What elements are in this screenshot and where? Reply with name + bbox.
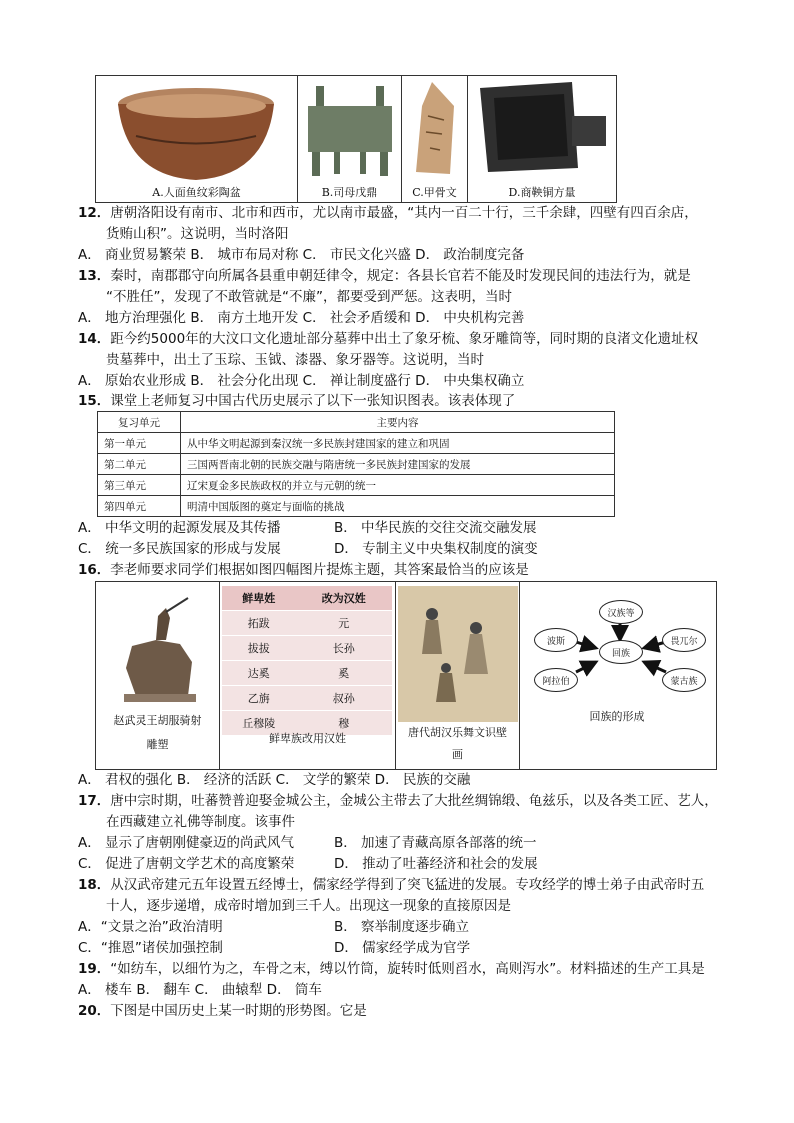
q15-option-c: C． 统一多民族国家的形成与发展 [78, 541, 281, 557]
review-units-table [97, 411, 615, 517]
q15-option-a: A． 中华文明的起源发展及其传播 [78, 520, 281, 536]
table-cell: 从中华文明起源到秦汉统一多民族封建国家的建立和巩固 [181, 433, 615, 454]
artifact-caption-b: B.司母戊鼎 [321, 186, 378, 199]
table-cell: 第三单元 [98, 475, 181, 496]
tang-mural-image [396, 584, 520, 724]
q16-options: A． 君权的强化 B． 经济的活跃 C． 文学的繁荣 D． 民族的交融 [78, 772, 471, 788]
surname-row [222, 661, 392, 686]
artifact-image-strip [95, 75, 617, 203]
table-row [98, 475, 615, 496]
table-header: 复习单元 [98, 412, 181, 433]
q17-option-b: B． 加速了青藏高原各部落的统一 [334, 835, 537, 851]
q13-number: 13． [78, 268, 111, 284]
q13-line1 [78, 266, 691, 286]
table-cell: 辽宋夏金多民族政权的并立与元朝的统一 [181, 475, 615, 496]
q18-line1 [78, 875, 704, 895]
q16-line1 [78, 560, 529, 580]
q18-text1: 从汉武帝建元五年设置五经博士，儒家经学得到了突飞猛进的发展。专攻经学的博士弟子由武帝时五 [110, 877, 705, 893]
q20-number: 20． [78, 1003, 111, 1019]
q12-line2: 货贿山积”。这说明，当时洛阳 [106, 226, 289, 242]
table-row [98, 433, 615, 454]
artifact-oracle-bone [402, 76, 468, 202]
artifact-caption-d: D.商鞅铜方量 [508, 186, 576, 199]
table-cell: 第二单元 [98, 454, 181, 475]
q12-text1: 唐朝洛阳设有南市、北市和西市，尤以南市最盛，“其内一百二十行，三千余肆，四壁有四百余店， [110, 205, 698, 221]
q15-line1 [78, 391, 515, 411]
q17-number: 17． [78, 793, 111, 809]
node-uighur: 畏兀尔 [662, 628, 706, 652]
q19-options: A． 楼车 B． 翻车 C． 曲辕犁 D． 筒车 [78, 982, 322, 998]
q18-number: 18． [78, 877, 111, 893]
tang-mural-panel [396, 582, 520, 769]
q16-picture-strip [95, 581, 717, 770]
pottery-basin-image [96, 76, 298, 184]
node-hui: 回族 [599, 640, 643, 664]
q12-number: 12． [78, 205, 111, 221]
table-row [98, 496, 615, 517]
hui-formation-panel [520, 582, 714, 769]
table-header-row [98, 412, 615, 433]
table-cell: 第一单元 [98, 433, 181, 454]
surname-header-row [222, 586, 392, 611]
table-cell: 明清中国版图的奠定与面临的挑战 [181, 496, 615, 517]
surname-row [222, 636, 392, 661]
q17-line1 [78, 791, 718, 811]
q18-option-b: B． 察举制度逐步确立 [334, 919, 470, 935]
mural-caption-line1: 唐代胡汉乐舞文识壁 [408, 726, 507, 739]
q13-line2: “不胜任”，发现了不敢管就是“不廉”，都要受到严惩。这表明，当时 [106, 289, 512, 305]
surname-cell: 拓跋 [222, 611, 295, 636]
q18-option-d: D． 儒家经学成为官学 [334, 940, 471, 956]
q20-line1 [78, 1001, 367, 1021]
surname-header: 改为汉姓 [295, 586, 392, 611]
q15-text1: 课堂上老师复习中国古代历史展示了以下一张知识图表。该表体现了 [110, 393, 516, 409]
surname-row [222, 686, 392, 711]
q17-option-a: A． 显示了唐朝刚健豪迈的尚武风气 [78, 835, 295, 851]
q13-text1: 秦时，南郡郡守向所属各县重申朝廷律令，规定：各县长官若不能及时发现民间的违法行为，就是 [110, 268, 691, 284]
node-mongol: 蒙古族 [662, 668, 706, 692]
table-header: 主要内容 [181, 412, 615, 433]
bronze-ding-image [298, 76, 402, 184]
node-han: 汉族等 [599, 600, 643, 624]
surname-cell: 拔拔 [222, 636, 295, 661]
q14-line2: 贵墓葬中，出土了玉琮、玉钺、漆器、象牙器等。这说明，当时 [106, 352, 484, 368]
surname-caption: 鲜卑族改用汉姓 [269, 732, 346, 745]
artifact-caption-c: C.甲骨文 [412, 186, 457, 199]
q14-options: A． 原始农业形成 B． 社会分化出现 C． 禅让制度盛行 D． 中央集权确立 [78, 373, 525, 389]
surname-cell: 元 [295, 611, 392, 636]
q14-number: 14． [78, 331, 111, 347]
horse-rider-sculpture-image [96, 588, 220, 708]
surname-table-box [222, 586, 392, 736]
q16-number: 16． [78, 562, 111, 578]
surname-table [222, 586, 392, 736]
q18-option-a: A．“文景之治”政治清明 [78, 919, 223, 935]
surname-cell: 达奚 [222, 661, 295, 686]
q19-line1 [78, 959, 705, 979]
surname-cell: 奚 [295, 661, 392, 686]
artifact-bronze-ding [298, 76, 402, 202]
artifact-caption-a: A.人面鱼纹彩陶盆 [152, 186, 241, 199]
q15-option-d: D． 专制主义中央集权制度的演变 [334, 541, 538, 557]
q14-text1: 距今约5000年的大汶口文化遗址部分墓葬中出土了象牙梳、象牙雕筒等，同时期的良渚文化遗址权 [110, 331, 699, 347]
q19-text1: “如纺车，以细竹为之，车骨之末，缚以竹筒，旋转时低则舀水，高则泻水”。材料描述的生产工具是 [110, 961, 705, 977]
q15-option-b: B． 中华民族的交往交流交融发展 [334, 520, 537, 536]
q20-text1: 下图是中国历史上某一时期的形势图。它是 [110, 1003, 367, 1019]
sculpture-caption-line2: 雕塑 [146, 738, 169, 751]
surname-cell: 乙旃 [222, 686, 295, 711]
q17-text1: 唐中宗时期，吐蕃赞普迎娶金城公主，金城公主带去了大批丝绸锦缎、龟兹乐，以及各类工匠、艺人， [110, 793, 718, 809]
hufu-qishe-sculpture [96, 582, 220, 769]
q13-options: A． 地方治理强化 B． 南方土地开发 C． 社会矛盾缓和 D． 中央机构完善 [78, 310, 525, 326]
oracle-bone-image [402, 76, 468, 184]
artifact-pottery-basin [96, 76, 298, 202]
table-cell: 第四单元 [98, 496, 181, 517]
xianbei-surname-panel [220, 582, 396, 769]
node-persia: 波斯 [534, 628, 578, 652]
q12-line1 [78, 203, 698, 223]
mural-caption-line2: 画 [452, 748, 463, 761]
q16-text1: 李老师要求同学们根据如图四幅图片提炼主题，其答案最恰当的应该是 [110, 562, 529, 578]
surname-header: 鲜卑姓 [222, 586, 295, 611]
table-row [98, 454, 615, 475]
q17-option-d: D． 推动了吐蕃经济和社会的发展 [334, 856, 538, 872]
surname-cell: 穆 [295, 711, 392, 736]
q15-number: 15． [78, 393, 111, 409]
surname-cell: 长孙 [295, 636, 392, 661]
q18-option-c: C．“推恩”诸侯加强控制 [78, 940, 223, 956]
node-arab: 阿拉伯 [534, 668, 578, 692]
q12-options: A． 商业贸易繁荣 B． 城市布局对称 C． 市民文化兴盛 D． 政治制度完备 [78, 247, 525, 263]
hui-caption: 回族的形成 [589, 710, 645, 723]
artifact-bronze-measure [468, 76, 616, 202]
bronze-measure-image [468, 76, 616, 184]
q14-line1 [78, 329, 698, 349]
table-cell: 三国两晋南北朝的民族交融与隋唐统一多民族封建国家的发展 [181, 454, 615, 475]
sculpture-caption-line1: 赵武灵王胡服骑射 [113, 714, 202, 727]
surname-cell: 叔孙 [295, 686, 392, 711]
q19-number: 19． [78, 961, 111, 977]
surname-cell: 丘穆陵 [222, 711, 295, 736]
q18-line2: 十人，逐步递增，成帝时增加到三千人。出现这一现象的直接原因是 [106, 898, 511, 914]
q17-option-c: C． 促进了唐朝文学艺术的高度繁荣 [78, 856, 295, 872]
surname-row [222, 611, 392, 636]
q17-line2: 在西藏建立礼佛等制度。该事件 [106, 814, 295, 830]
